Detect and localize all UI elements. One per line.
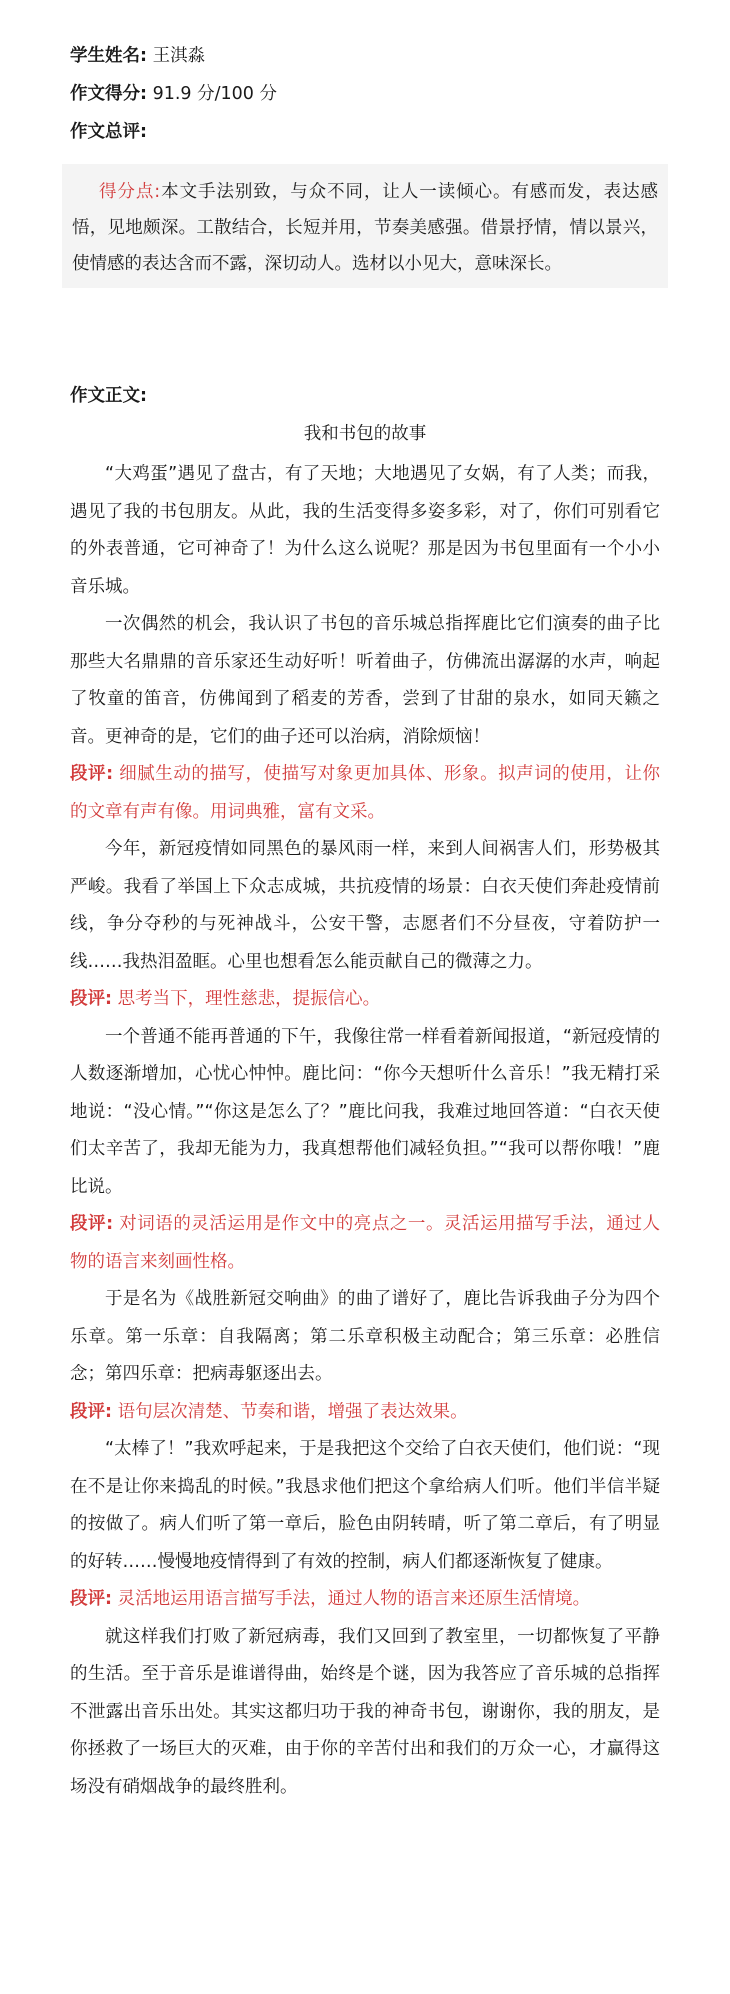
essay-paragraph: 就这样我们打败了新冠病毒，我们又回到了教室里，一切都恢复了平静的生活。至于音乐是谁谱得曲，始终是个谜，因为我答应了音乐城的总指挥不泄露出音乐出处。其实这都归功于我的神奇书包，谢谢你，我的朋友，是你拯救了一场巨大的灭难，由于你的辛苦付出和我们的万众一心，才赢得这场没有硝烟战争的最终胜利。 [70,1626,660,1797]
score-label: 作文得分: [70,84,147,104]
essay-body [70,456,660,1806]
overall-comment-heading [70,120,147,144]
student-name-label: 学生姓名: [70,46,147,66]
essay-paragraph: 一个普通不能再普通的下午，我像往常一样看着新闻报道，“新冠疫情的人数逐渐增加，心忧心忡忡。鹿比问：“你今天想听什么音乐！”我无精打采地说：“没心情。”“你这是怎么了？”鹿比问我，我难过地回答道：“白衣天使们太辛苦了，我却无能为力，我真想帮他们减轻负担。”“我可以帮你哦！”鹿比说。 [70,1026,660,1197]
paragraph-review [70,981,660,1019]
paragraph-review [70,1581,660,1619]
essay-paragraph: 一次偶然的机会，我认识了书包的音乐城总指挥鹿比它们演奏的曲子比那些大名鼎鼎的音乐家还生动好听！听着曲子，仿佛流出潺潺的水声，响起了牧童的笛音，仿佛闻到了稻麦的芳香，尝到了甘甜的泉水，如同天籁之音。更神奇的是，它们的曲子还可以治病，消除烦恼！ [70,614,660,747]
paragraph-review-label: 段评: [70,989,112,1009]
overall-comment-text [72,174,658,282]
essay-body-heading: 作文正文: [70,386,147,406]
paragraph-review-text: 对词语的灵活运用是作文中的亮点之一。灵活运用描写手法，通过人物的语言来刻画性格。 [70,1214,660,1272]
paragraph-review [70,1206,660,1281]
essay-paragraph: 于是名为《战胜新冠交响曲》的曲了谱好了，鹿比告诉我曲子分为四个乐章。第一乐章：自我隔离；第二乐章积极主动配合；第三乐章：必胜信念；第四乐章：把病毒躯逐出去。 [70,1289,660,1384]
paragraph-review-label: 段评: [70,764,114,784]
essay-title: 我和书包的故事 [303,424,427,444]
score-line [70,82,277,106]
paragraph-review-text: 细腻生动的描写，使描写对象更加具体、形象。拟声词的使用，让你的文章有声有像。用词典雅，富有文采。 [70,764,660,822]
paragraph-review-text: 灵活地运用语言描写手法，通过人物的语言来还原生活情境。 [117,1589,591,1609]
essay-paragraph: “大鸡蛋”遇见了盘古，有了天地；大地遇见了女娲，有了人类；而我，遇见了我的书包朋友。从此，我的生活变得多姿多彩，对了，你们可别看它的外表普通，它可神奇了！为什么这么说呢？那是因为书包里面有一个小小音乐城。 [70,464,660,597]
paragraph-review-label: 段评: [70,1589,112,1609]
paragraph-review-label: 段评: [70,1401,112,1422]
essay-paragraph: “太棒了！”我欢呼起来，于是我把这个交给了白衣天使们，他们说：“现在不是让你来捣乱的时候。”我恳求他们把这个拿给病人们听。他们半信半疑的按做了。病人们听了第一章后，脸色由阴转晴，听了第二章后，有了明显的好转……慢慢地疫情得到了有效的控制，病人们都逐渐恢复了健康。 [70,1439,660,1572]
essay-paragraph: 今年，新冠疫情如同黑色的暴风雨一样，来到人间祸害人们，形势极其严峻。我看了举国上下众志成城，共抗疫情的场景：白衣天使们奔赴疫情前线，争分夺秒的与死神战斗，公安干警，志愿者们不分昼夜，守着防护一线……我热泪盈眶。心里也想看怎么能贡献自己的微薄之力。 [70,839,660,972]
paragraph-review-text: 语句层次清楚、节奏和谐，增强了表达效果。 [117,1401,468,1422]
paragraph-review-label: 段评: [70,1214,114,1234]
score-points-tag: 得分点: [99,182,161,202]
score-points-text: 本文手法别致，与众不同，让人一读倾心。有感而发，表达感悟，见地颇深。工散结合，长短并用，节奏美感强。借景抒情，情以景兴，使情感的表达含而不露，深切动人。选材以小见大，意味深长。 [72,182,659,274]
student-name-line [70,44,205,68]
score-value: 91.9 分/100 分 [152,84,277,104]
paragraph-review [70,756,660,831]
paragraph-review-text: 思考当下，理性慈悲，提振信心。 [117,989,381,1009]
student-name-value: 王淇淼 [152,46,206,66]
paragraph-review [70,1394,660,1432]
overall-comment-label: 作文总评: [70,122,147,142]
overall-comment-box [62,164,668,288]
